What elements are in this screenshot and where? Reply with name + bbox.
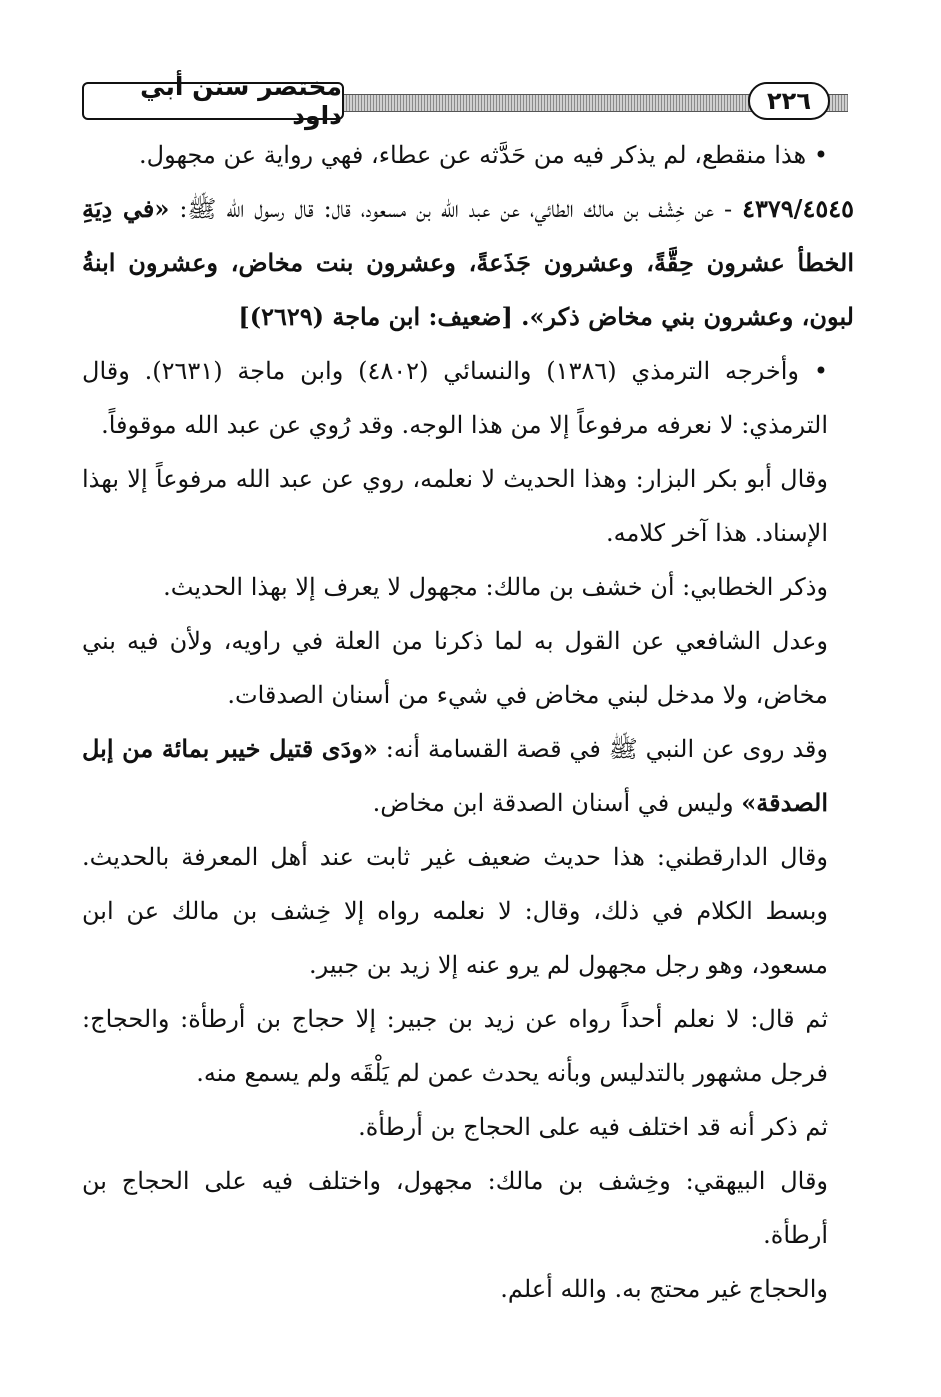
paragraph-conclusion: والحجاج غير محتج به. والله أعلم.: [500, 1275, 828, 1303]
paragraph-ikhtilaf: ثم ذكر أنه قد اختلف فيه على الحجاج بن أرطأة.: [358, 1113, 828, 1141]
qasama-intro: وقد روى عن النبي ﷺ في قصة القسامة أنه:: [377, 735, 828, 763]
hadith-text: «في دِيَةِ الخطأ عشرون حِقَّةً، وعشرون جَذَعةً، وعشرون بنت مخاض، وعشرون ابنةُ لبون، وعشرون بني مخاض ذكر».: [82, 194, 854, 331]
paragraph-bazzar: وقال أبو بكر البزار: وهذا الحديث لا نعلمه، روي عن عبد الله مرفوعاً إلا بهذا الإسناد. هذا آخر كلامه.: [82, 465, 828, 547]
qasama-quote: «ودَى قتيل خيبر بمائة من إبل الصدقة»: [82, 734, 828, 817]
paragraph-commentary-2: • وأخرجه الترمذي (١٣٨٦) والنسائي (٤٨٠٢) وابن ماجة (٢٦٣١). وقال الترمذي: لا نعرفه مرفوعاً إلا من هذا الوجه. وقد رُوي عن عبد الله موقوفاً.: [82, 357, 828, 439]
paragraph-shafii: وعدل الشافعي عن القول به لما ذكرنا من العلة في راويه، ولأن فيه بني مخاض، ولا مدخل لبني مخاض في شيء من أسنان الصدقات.: [82, 627, 828, 709]
hadith-number: ٤٣٧٩/٤٥٤٥: [742, 194, 854, 223]
paragraph-commentary-1: • هذا منقطع، لم يذكر فيه من حَدَّثه عن عطاء، فهي رواية عن مجهول.: [139, 141, 828, 169]
hadith-chain: - عن خِشْف بن مالك الطائي، عن عبد الله بن مسعود، قال: قال رسول الله ﷺ:: [169, 195, 743, 223]
paragraph-daraqutni: وقال الدارقطني: هذا حديث ضعيف غير ثابت عند أهل المعرفة بالحديث. وبسط الكلام في ذلك، وقال: لا نعلمه رواه إلا خِشف بن مالك عن ابن مسعود، وهو رجل مجهول لم يرو عنه إلا زيد بن جبير.: [82, 843, 828, 979]
page-number: ٢٢٦: [767, 87, 811, 115]
qasama-note: وليس في أسنان الصدقة ابن مخاض.: [372, 789, 742, 817]
page-header: [82, 72, 854, 130]
hadith-grading: [ضعيف: ابن ماجة (٢٦٢٩)]: [238, 302, 522, 331]
book-title: مختصر سنن أبي داود: [140, 72, 342, 130]
paragraph-qasama: [82, 722, 854, 830]
page-body: [82, 128, 854, 1316]
paragraph-bayhaqi: وقال البيهقي: وخِشف بن مالك: مجهول، واختلف فيه على الحجاج بن أرطأة.: [82, 1167, 828, 1249]
paragraph-daraqutni-2: ثم قال: لا نعلم أحداً رواه عن زيد بن جبير: إلا حجاج بن أرطأة: والحجاج: فرجل مشهور بالتدليس وبأنه يحدث عمن لم يَلْقَه ولم يسمع منه.: [82, 1005, 828, 1087]
book-title-frame: [82, 72, 344, 130]
page-number-frame: [748, 82, 830, 120]
paragraph-khattabi: وذكر الخطابي: أن خشف بن مالك: مجهول لا يعرف إلا بهذا الحديث.: [163, 573, 828, 601]
paragraph-hadith: [82, 182, 854, 344]
